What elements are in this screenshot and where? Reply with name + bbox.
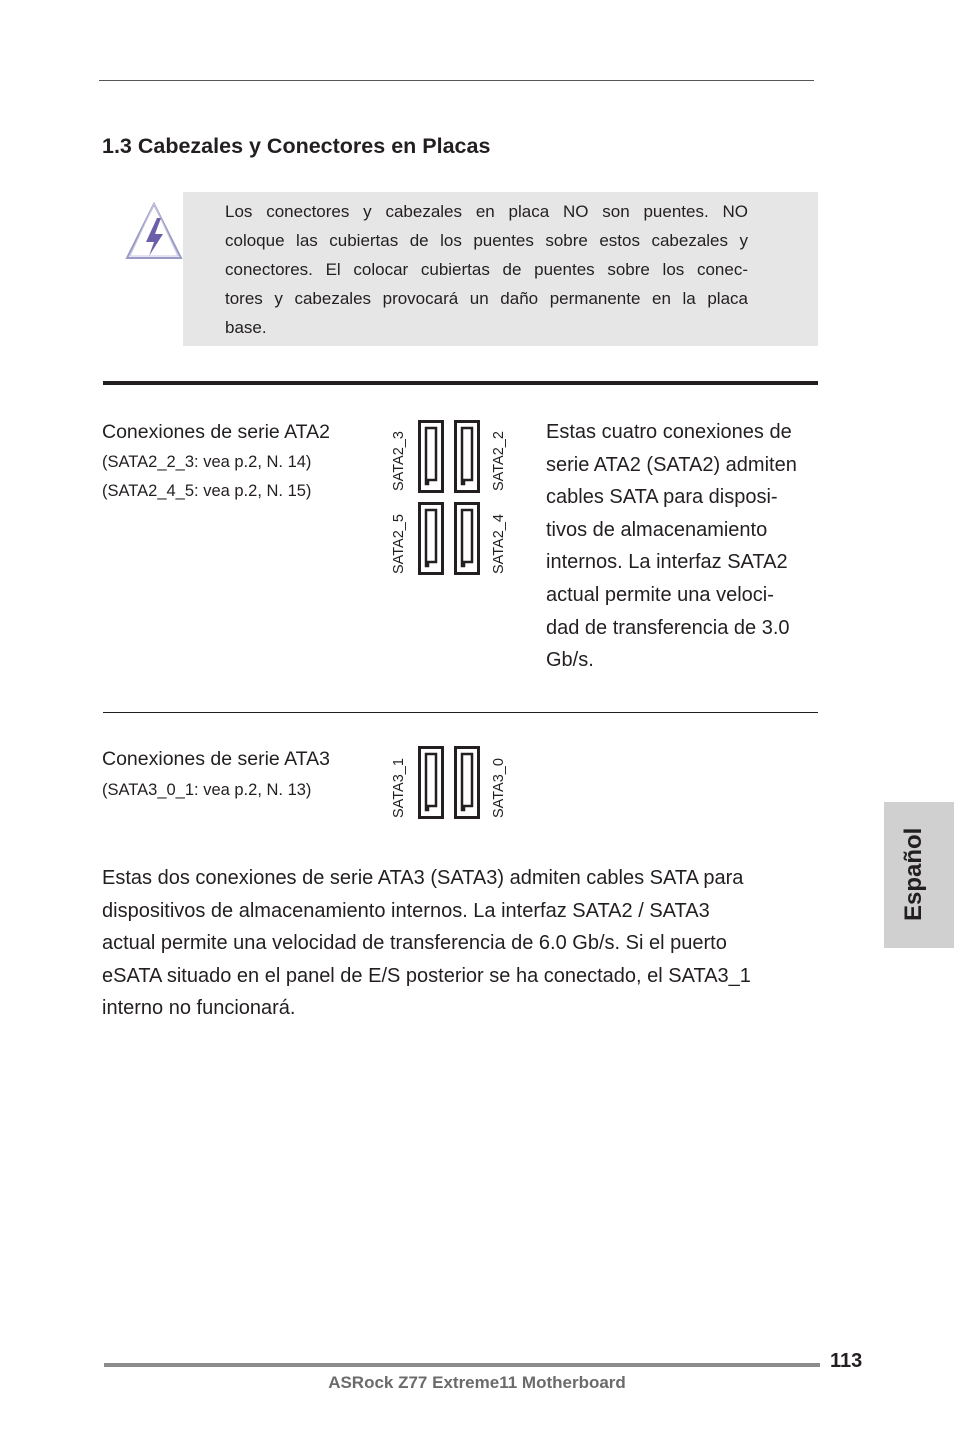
sata2-heading: Conexiones de serie ATA2	[102, 421, 330, 443]
sata3-ref: (SATA3_0_1: vea p.2, N. 13)	[102, 781, 312, 799]
description-line: dad de transferencia de 3.0	[546, 616, 790, 639]
sata2-2-label: SATA2_2	[491, 431, 507, 491]
sata-connector-icon	[454, 746, 480, 819]
sata-connector-icon	[454, 502, 480, 575]
warning-text	[225, 197, 748, 342]
section-divider	[103, 712, 818, 713]
sata-connector-icon	[418, 502, 444, 575]
sata-connector-icon	[418, 746, 444, 819]
warning-line: coloque las cubiertas de los puentes sobre estos cabezales y	[225, 231, 748, 250]
sata3-0-label: SATA3_0	[491, 758, 507, 818]
paragraph-line: Estas dos conexiones de serie ATA3 (SATA3) admiten cables SATA para	[102, 867, 744, 889]
language-tab-label: Español	[900, 827, 927, 921]
footer-rule	[104, 1363, 820, 1367]
sata2-4-label: SATA2_4	[491, 514, 507, 574]
warning-line: base.	[225, 318, 267, 337]
description-line: internos. La interfaz SATA2	[546, 551, 788, 574]
sata2-ref: (SATA2_4_5: vea p.2, N. 15)	[102, 482, 312, 500]
footer-text: ASRock Z77 Extreme11 Motherboard	[328, 1373, 626, 1392]
page-number: 113	[830, 1350, 863, 1372]
warning-lightning-icon	[124, 202, 184, 260]
sata-connector-icon	[454, 420, 480, 493]
paragraph-line: dispositivos de almacenamiento internos. La interfaz SATA2 / SATA3	[102, 899, 710, 922]
sata3-1-label: SATA3_1	[391, 758, 407, 818]
sata3-heading: Conexiones de serie ATA3	[102, 748, 330, 770]
section-divider-thick	[103, 381, 818, 385]
sata2-5-label: SATA2_5	[391, 514, 407, 574]
warning-line: Los conectores y cabezales en placa NO son puentes. NO	[225, 202, 748, 221]
warning-line: tores y cabezales provocará un daño permanente en la placa	[225, 289, 748, 308]
section-title: 1.3 Cabezales y Conectores en Placas	[102, 134, 491, 158]
description-line: serie ATA2 (SATA2) admiten	[546, 453, 797, 476]
description-line: Estas cuatro conexiones de	[546, 421, 792, 443]
top-rule	[99, 80, 814, 81]
paragraph-line: eSATA situado en el panel de E/S posterior se ha conectado, el SATA3_1	[102, 964, 751, 987]
sata-connector-icon	[418, 420, 444, 493]
description-line: cables SATA para disposi-	[546, 486, 778, 509]
paragraph-line: actual permite una velocidad de transferencia de 6.0 Gb/s. Si el puerto	[102, 932, 727, 955]
paragraph-line: interno no funcionará.	[102, 997, 296, 1020]
description-line: tivos de almacenamiento	[546, 518, 768, 541]
sata3-paragraph	[102, 862, 822, 1025]
sata2-ref: (SATA2_2_3: vea p.2, N. 14)	[102, 453, 312, 471]
description-line: actual permite una veloci-	[546, 583, 774, 606]
sata2-description	[546, 416, 826, 677]
sata2-3-label: SATA2_3	[391, 431, 407, 491]
warning-line: conectores. El colocar cubiertas de puentes sobre los conec-	[225, 260, 748, 279]
description-line: Gb/s.	[546, 649, 594, 672]
